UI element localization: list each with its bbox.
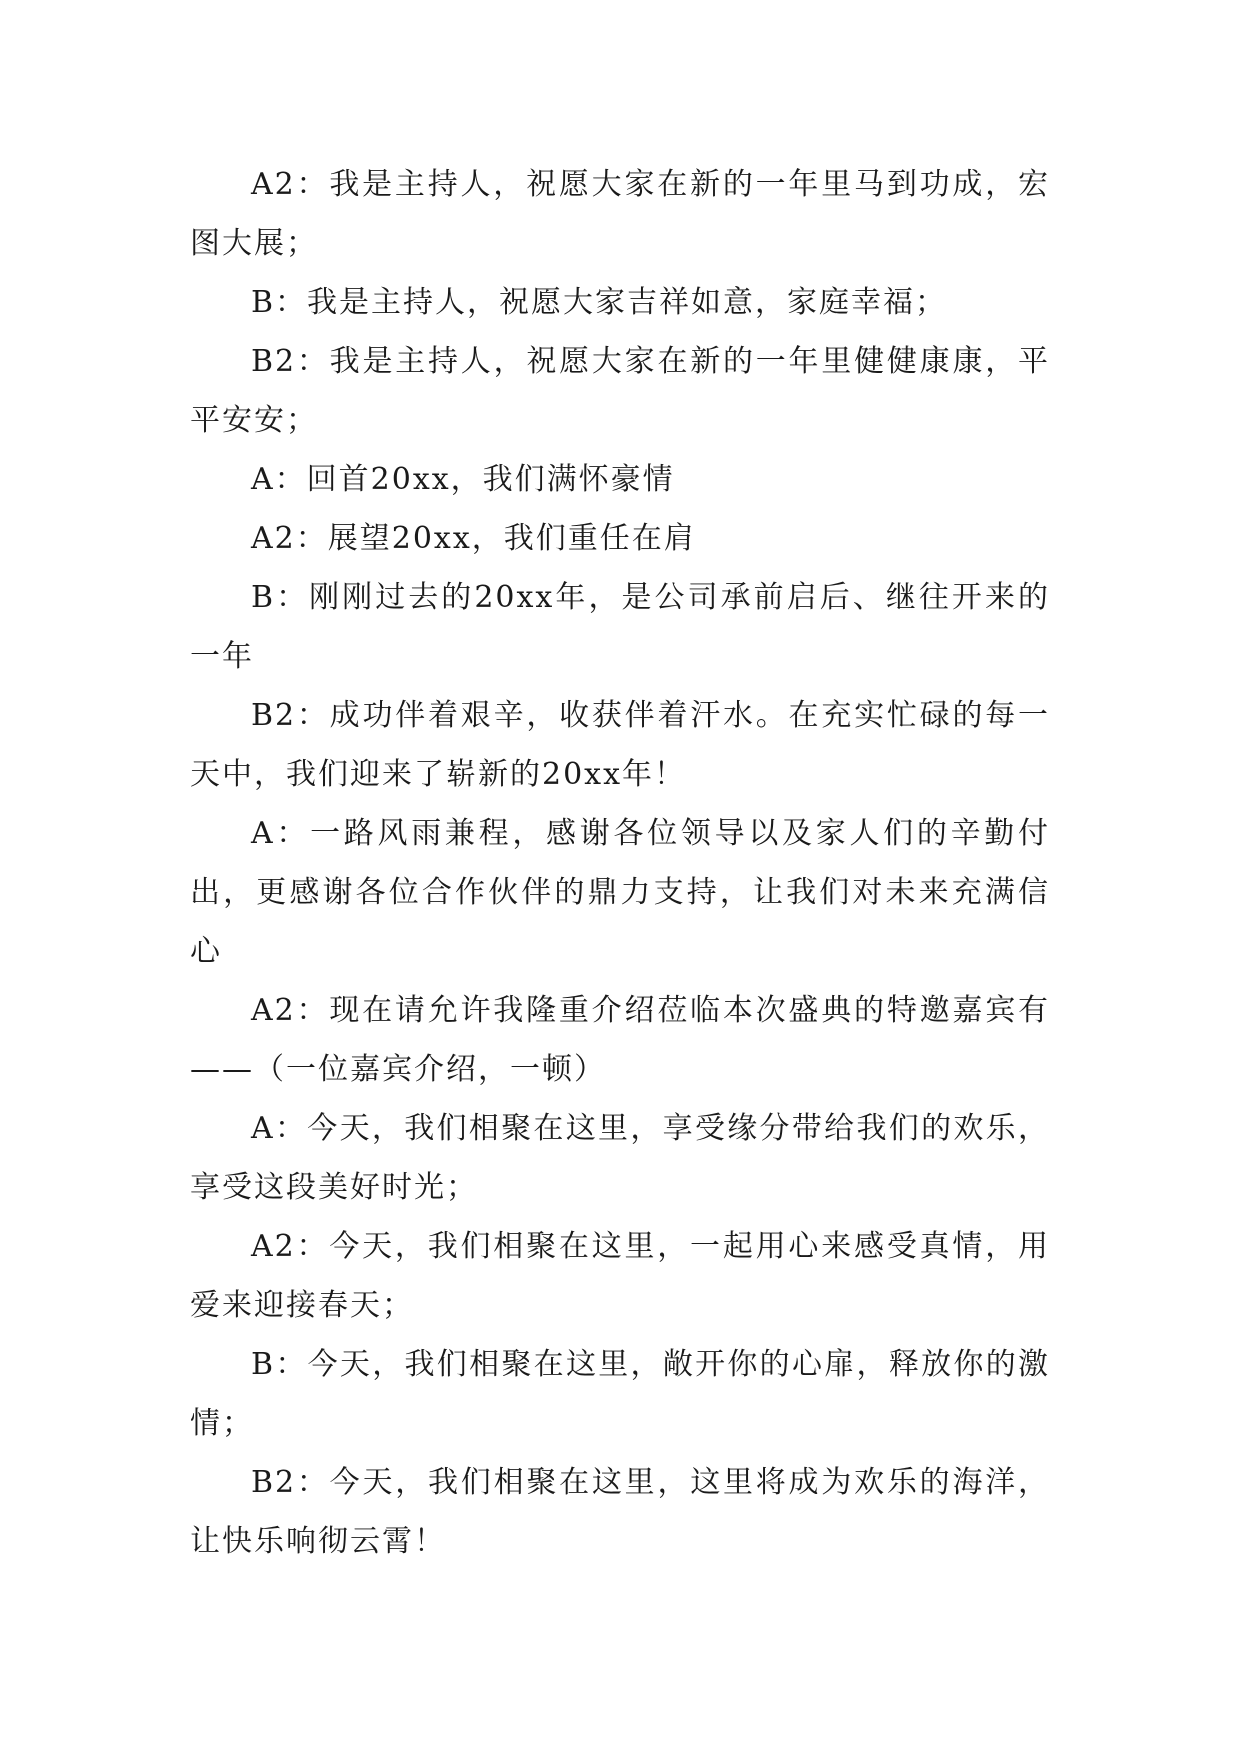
paragraph-a-look-back: A：回首20xx，我们满怀豪情 xyxy=(251,462,675,497)
paragraph-a2-look-ahead: A2：展望20xx，我们重任在肩 xyxy=(251,521,696,556)
paragraph-a2-guest-intro: A2：现在请允许我隆重介绍莅临本次盛典的特邀嘉宾有——（一位嘉宾介绍，一顿） xyxy=(190,993,1050,1087)
paragraph-a2-today: A2：今天，我们相聚在这里，一起用心来感受真情，用爱来迎接春天； xyxy=(190,1229,1050,1323)
paragraph-b-past-year: B：刚刚过去的20xx年，是公司承前启后、继往开来的一年 xyxy=(190,580,1050,674)
paragraph-b2-host-wish: B2：我是主持人，祝愿大家在新的一年里健健康康，平平安安； xyxy=(190,344,1050,438)
paragraph-b2-new-year: B2：成功伴着艰辛，收获伴着汗水。在充实忙碌的每一天中，我们迎来了崭新的20xx年！ xyxy=(190,698,1050,792)
paragraph-a-today: A：今天，我们相聚在这里，享受缘分带给我们的欢乐，享受这段美好时光； xyxy=(190,1111,1050,1205)
document-body xyxy=(190,155,1050,1571)
paragraph-b2-today: B2：今天，我们相聚在这里，这里将成为欢乐的海洋，让快乐响彻云霄！ xyxy=(190,1465,1050,1559)
paragraph-a-thanks: A：一路风雨兼程，感谢各位领导以及家人们的辛勤付出，更感谢各位合作伙伴的鼎力支持，让我们对未来充满信心 xyxy=(190,816,1050,969)
paragraph-b-host-wish: B：我是主持人，祝愿大家吉祥如意，家庭幸福； xyxy=(251,285,948,320)
paragraph-b-today: B：今天，我们相聚在这里，敞开你的心扉，释放你的激情； xyxy=(190,1347,1050,1441)
paragraph-a2-host-wish: A2：我是主持人，祝愿大家在新的一年里马到功成，宏图大展； xyxy=(190,167,1050,261)
